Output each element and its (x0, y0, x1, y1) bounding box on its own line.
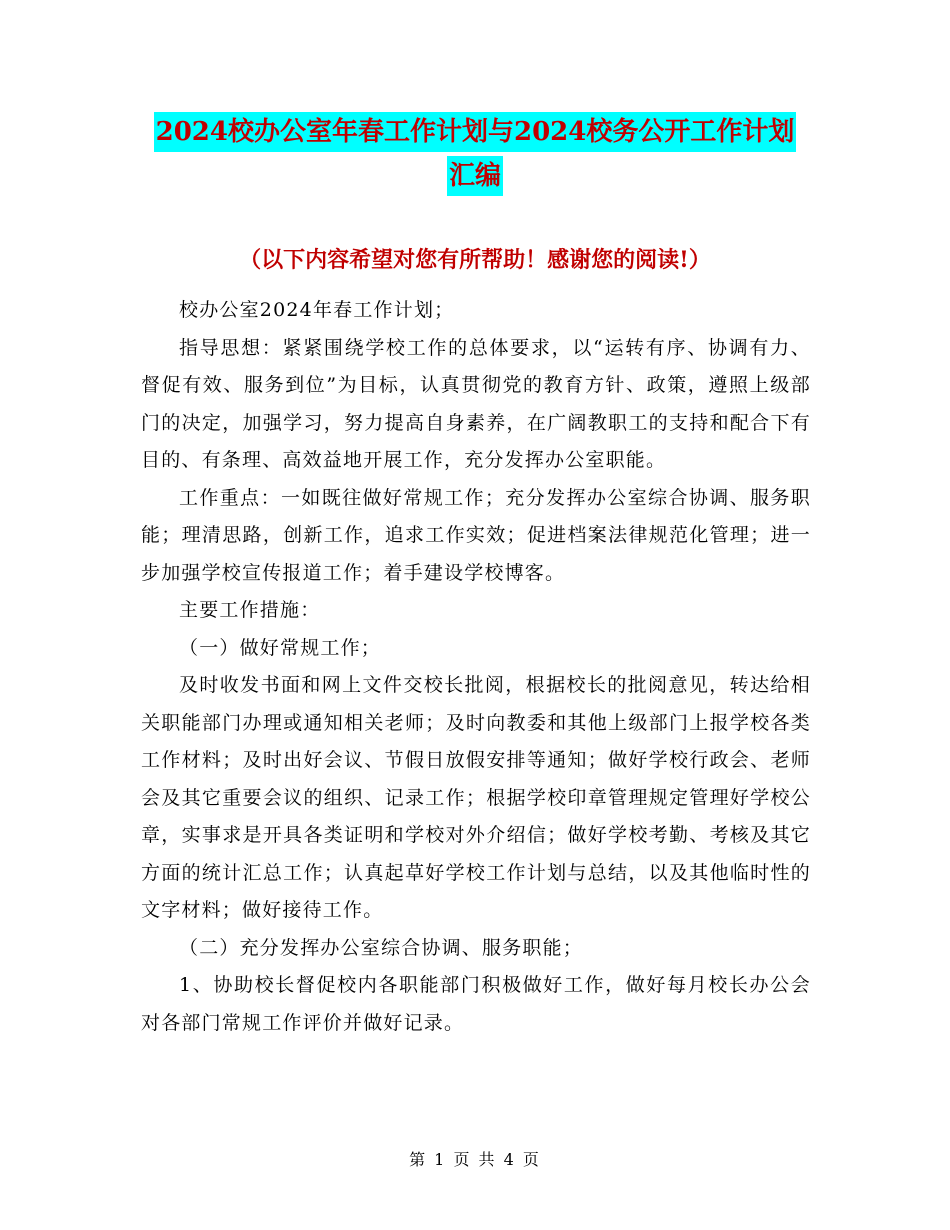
document-title (0, 112, 950, 196)
paragraph: 主要工作措施： (179, 599, 321, 621)
paragraph: （一）做好常规工作； (179, 636, 382, 659)
page-number-footer: 第 1 页 共 4 页 (409, 1150, 541, 1169)
paragraph: 及时收发书面和网上文件交校长批阅，根据校长的批阅意见，转达给相关职能部门办理或通知相关老师；及时向教委和其他上级部门上报学校各类工作材料；及时出好会议、节假日放假安排等通知；做好学校行政会、老师会及其它重要会议的组织、记录工作；根据学校印章管理规定管理好学校公章，实事求是开具各类证明和学校对外介绍信；做好学校考勤、考核及其它方面的统计汇总工作；认真起草好学校工作计划与总结，以及其他临时性的文字材料；做好接待工作。 (141, 674, 811, 921)
paragraph: （二）充分发挥办公室综合协调、服务职能； (179, 936, 584, 959)
document-subtitle: （以下内容希望对您有所帮助！感谢您的阅读!） (239, 247, 711, 273)
document-body (141, 292, 811, 1042)
paragraph: 1、协助校长督促校内各职能部门积极做好工作，做好每月校长办公会对各部门常规工作评价并做好记录。 (141, 974, 811, 1034)
title-line-2: 汇编 (447, 156, 503, 196)
title-line-1: 2024校办公室年春工作计划与2024校务公开工作计划 (154, 112, 797, 152)
paragraph: 校办公室2024年春工作计划； (179, 299, 455, 321)
paragraph: 指导思想：紧紧围绕学校工作的总体要求，以“运转有序、协调有力、督促有效、服务到位”为目标，认真贯彻党的教育方针、政策，遵照上级部门的决定，加强学习，努力提高自身素养，在广阔教职工的支持和配合下有目的、有条理、高效益地开展工作，充分发挥办公室职能。 (141, 336, 811, 471)
paragraph: 工作重点：一如既往做好常规工作；充分发挥办公室综合协调、服务职能；理清思路，创新工作，追求工作实效；促进档案法律规范化管理；进一步加强学校宣传报道工作；着手建设学校博客。 (141, 486, 811, 584)
